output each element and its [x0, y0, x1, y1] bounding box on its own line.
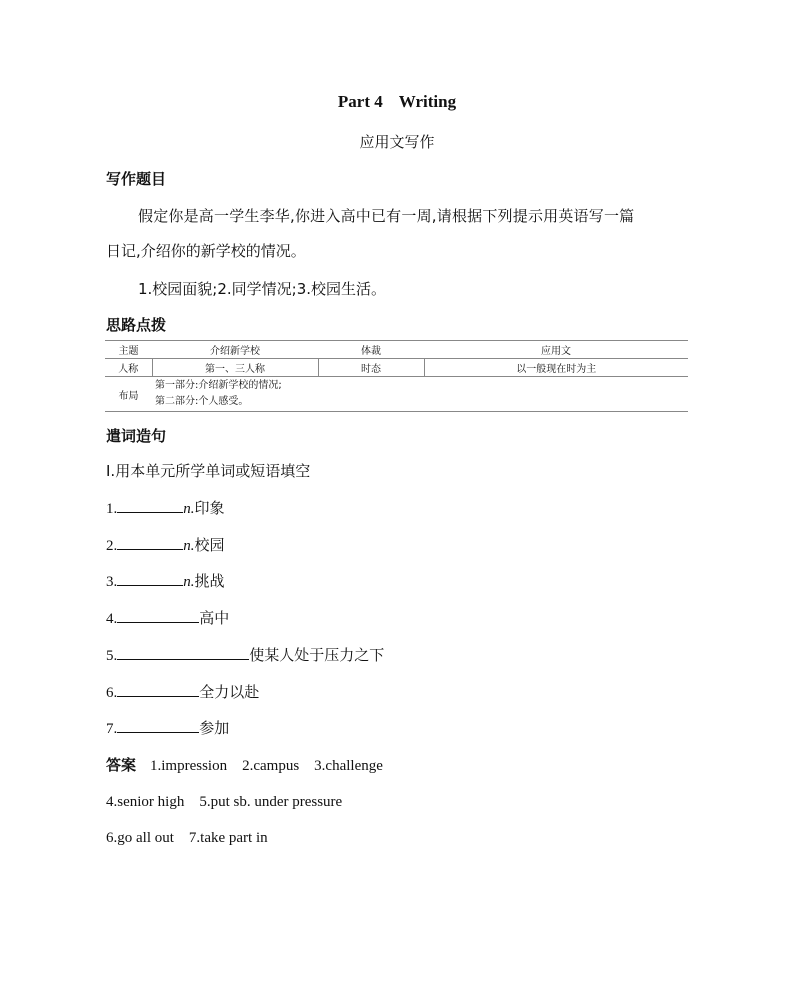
- title-part: Part 4: [337, 92, 383, 111]
- table-cell: 应用文: [424, 341, 688, 359]
- table-row: [105, 341, 688, 359]
- outline-table: [105, 340, 688, 412]
- list-item: 4. 高中: [106, 609, 230, 627]
- page-subtitle: 应用文写作: [359, 133, 435, 151]
- list-item: 6. 全力以赴: [106, 683, 260, 701]
- table-cell: 第一、三人称: [152, 359, 318, 377]
- table-cell: 以一般现在时为主: [424, 359, 688, 377]
- table-cell: 体裁: [318, 341, 424, 359]
- vocab-heading: 遣词造句: [106, 427, 167, 445]
- list-item: 5. 使某人处于压力之下: [106, 646, 385, 664]
- answer-blank: [117, 682, 199, 697]
- answers-line-3: 6.go all out 7.take part in: [106, 830, 268, 846]
- table-row: [105, 377, 688, 412]
- list-item: 3. n.挑战: [106, 572, 225, 590]
- table-cell: 时态: [318, 359, 424, 377]
- answer-blank: [117, 608, 199, 623]
- list-item: 2. n.校园: [106, 536, 225, 554]
- table-cell: 人称: [105, 359, 152, 377]
- table-cell: 布局: [105, 377, 152, 412]
- answer-blank: [117, 571, 183, 586]
- answers-line-2: 4.senior high 5.put sb. under pressure: [106, 794, 343, 810]
- section1-heading: Ⅰ.用本单元所学单词或短语填空: [106, 462, 311, 480]
- layout-cell: [152, 377, 688, 412]
- tips-heading: 思路点拨: [106, 316, 167, 334]
- list-item: 1. n.印象: [106, 499, 225, 517]
- task-points: 1.校园面貌;2.同学情况;3.校园生活。: [138, 280, 387, 298]
- table-cell: 介绍新学校: [152, 341, 318, 359]
- title-name: Writing: [398, 92, 457, 111]
- table-row: [105, 359, 688, 377]
- page-title: [0, 92, 794, 112]
- task-text-line2: 日记,介绍你的新学校的情况。: [106, 242, 306, 260]
- answer-blank: [117, 535, 183, 550]
- layout-line-2: 第二部分:个人感受。: [155, 396, 249, 407]
- task-heading: 写作题目: [106, 170, 167, 188]
- answer-blank: [117, 498, 183, 513]
- answer-label: 答案: [106, 756, 137, 774]
- task-text-line1: 假定你是高一学生李华,你进入高中已有一周,请根据下列提示用英语写一篇: [138, 207, 635, 225]
- table-cell: 主题: [105, 341, 152, 359]
- answer-blank: [117, 645, 249, 660]
- answer-blank: [117, 718, 199, 733]
- list-item: 7. 参加: [106, 719, 230, 737]
- answers-line-1: 答案 1.impression 2.campus 3.challenge: [106, 756, 383, 774]
- layout-line-1: 第一部分:介绍新学校的情况;: [155, 380, 282, 391]
